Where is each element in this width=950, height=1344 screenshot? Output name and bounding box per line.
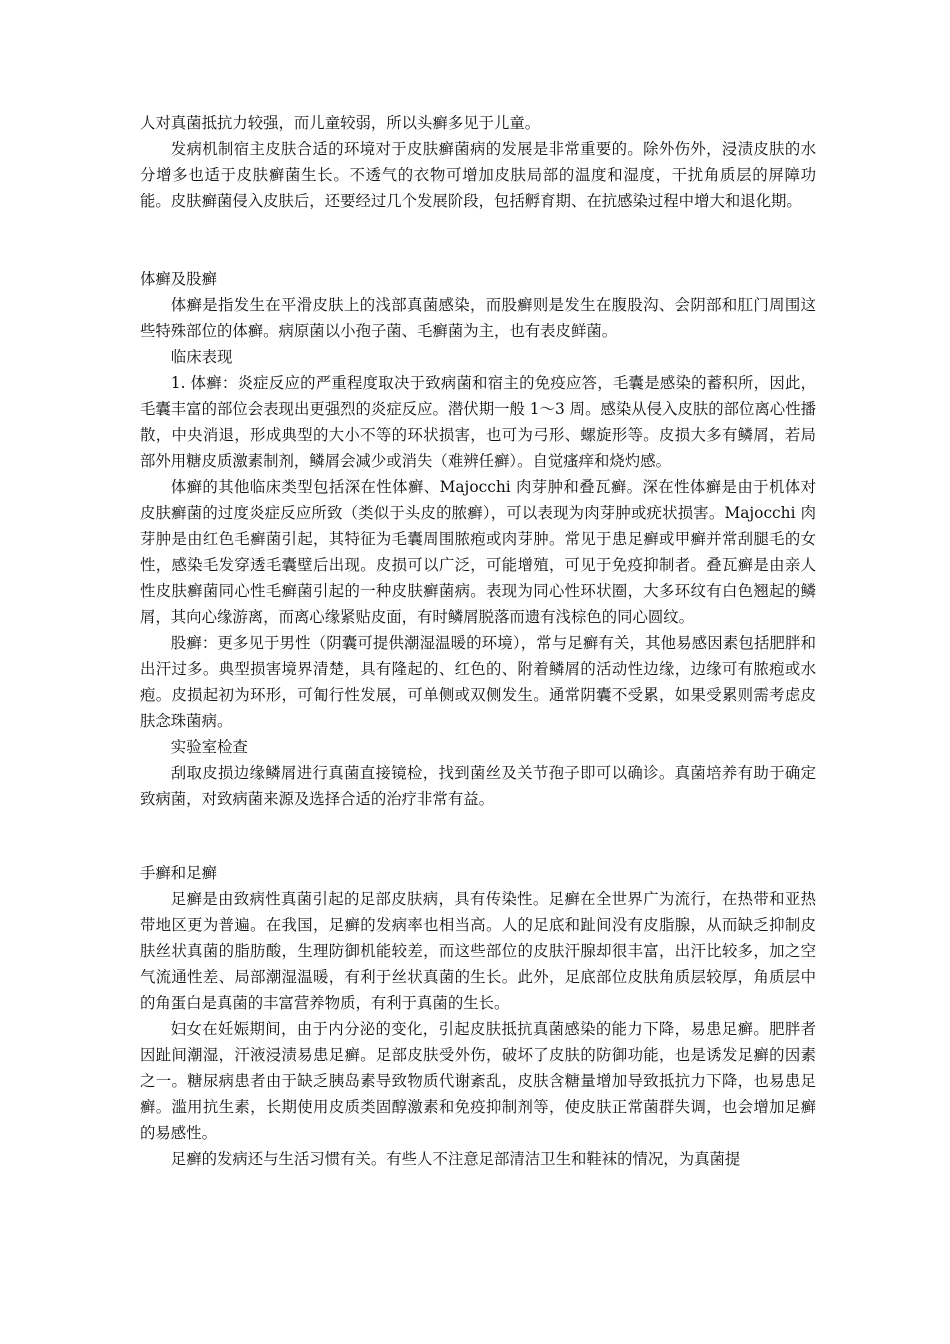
body-paragraph: 足癣是由致病性真菌引起的足部皮肤病，具有传染性。足癣在全世界广为流行，在热带和亚热带地区更为普遍。在我国，足癣的发病率也相当高。人的足底和趾间没有皮脂腺，从而缺乏抑制皮肤丝状真菌的脂肪酸，生理防御机能较差，而这些部位的皮肤汗腺却很丰富，出汗比较多，加之空气流通性差、局部潮湿温暖，有利于丝状真菌的生长。此外，足底部位皮肤角质层较厚，角质层中的角蛋白是真菌的丰富营养物质，有利于真菌的生长。 [140, 890, 816, 1012]
body-paragraph: 妇女在妊娠期间，由于内分泌的变化，引起皮肤抵抗真菌感染的能力下降，易患足癣。肥胖者因趾间潮湿，汗液浸渍易患足癣。足部皮肤受外伤，破坏了皮肤的防御功能，也是诱发足癣的因素之一。糖尿病患者由于缺乏胰岛素导致物质代谢紊乱，皮肤含糖量增加导致抵抗力下降，也易患足癣。滥用抗生素，长期使用皮质类固醇激素和免疫抑制剂等，使皮肤正常菌群失调，也会增加足癣的易感性。 [140, 1020, 816, 1142]
document-page [140, 110, 816, 1172]
section-heading: 体癣及股癣 [140, 270, 217, 288]
body-paragraph: 足癣的发病还与生活习惯有关。有些人不注意足部清洁卫生和鞋袜的情况，为真菌提 [170, 1150, 741, 1168]
body-paragraph: 1. 体癣：炎症反应的严重程度取决于致病菌和宿主的免疫应答，毛囊是感染的蓄积所，因此，毛囊丰富的部位会表现出更强烈的炎症反应。潜伏期一般 1～3 周。感染从侵入皮肤的部位离心性播散，中央消退，形成典型的大小不等的环状损害，也可为弓形、螺旋形等。皮损大多有鳞屑，若局部外用糖皮质激素制剂，鳞屑会减少或消失（难辨任癣）。自觉瘙痒和烧灼感。 [140, 374, 816, 470]
body-paragraph: 刮取皮损边缘鳞屑进行真菌直接镜检，找到菌丝及关节孢子即可以确诊。真菌培养有助于确定致病菌，对致病菌来源及选择合适的治疗非常有益。 [140, 764, 816, 808]
section-heading: 手癣和足癣 [140, 864, 217, 882]
subsection-heading: 临床表现 [170, 348, 233, 366]
body-paragraph: 体癣是指发生在平滑皮肤上的浅部真菌感染，而股癣则是发生在腹股沟、会阴部和肛门周围这些特殊部位的体癣。病原菌以小孢子菌、毛癣菌为主，也有表皮鲜菌。 [140, 296, 816, 340]
body-paragraph: 体癣的其他临床类型包括深在性体癣、Majocchi 肉芽肿和叠瓦癣。深在性体癣是由于机体对皮肤癣菌的过度炎症反应所致（类似于头皮的脓癣），可以表现为肉芽肿或疣状损害。Majocchi 肉芽肿是由红色毛癣菌引起，其特征为毛囊周围脓疱或肉芽肿。常见于患足癣或甲癣并常刮腿毛的女性，感染毛发穿透毛囊壁后出现。皮损可以广泛，可能增殖，可见于免疫抑制者。叠瓦癣是由亲人性皮肤癣菌同心性毛癣菌引起的一种皮肤癣菌病。表现为同心性环状圈，大多环纹有白色翘起的鳞屑，其向心缘游离，而离心缘紧贴皮面，有时鳞屑脱落而遗有浅棕色的同心圆纹。 [140, 478, 816, 626]
subsection-heading: 实验室检查 [170, 738, 248, 756]
body-paragraph: 股癣：更多见于男性（阴囊可提供潮湿温暖的环境），常与足癣有关，其他易感因素包括肥胖和出汗过多。典型损害境界清楚，具有隆起的、红色的、附着鳞屑的活动性边缘，边缘可有脓疱或水疱。皮损起初为环形，可匍行性发展，可单侧或双侧发生。通常阴囊不受累，如果受累则需考虑皮肤念珠菌病。 [140, 634, 816, 730]
body-paragraph: 人对真菌抵抗力较强，而儿童较弱，所以头癣多见于儿童。 [140, 114, 541, 132]
body-paragraph: 发病机制宿主皮肤合适的环境对于皮肤癣菌病的发展是非常重要的。除外伤外，浸渍皮肤的水分增多也适于皮肤癣菌生长。不透气的衣物可增加皮肤局部的温度和湿度，干扰角质层的屏障功能。皮肤癣菌侵入皮肤后，还要经过几个发展阶段，包括孵育期、在抗感染过程中增大和退化期。 [140, 140, 816, 210]
